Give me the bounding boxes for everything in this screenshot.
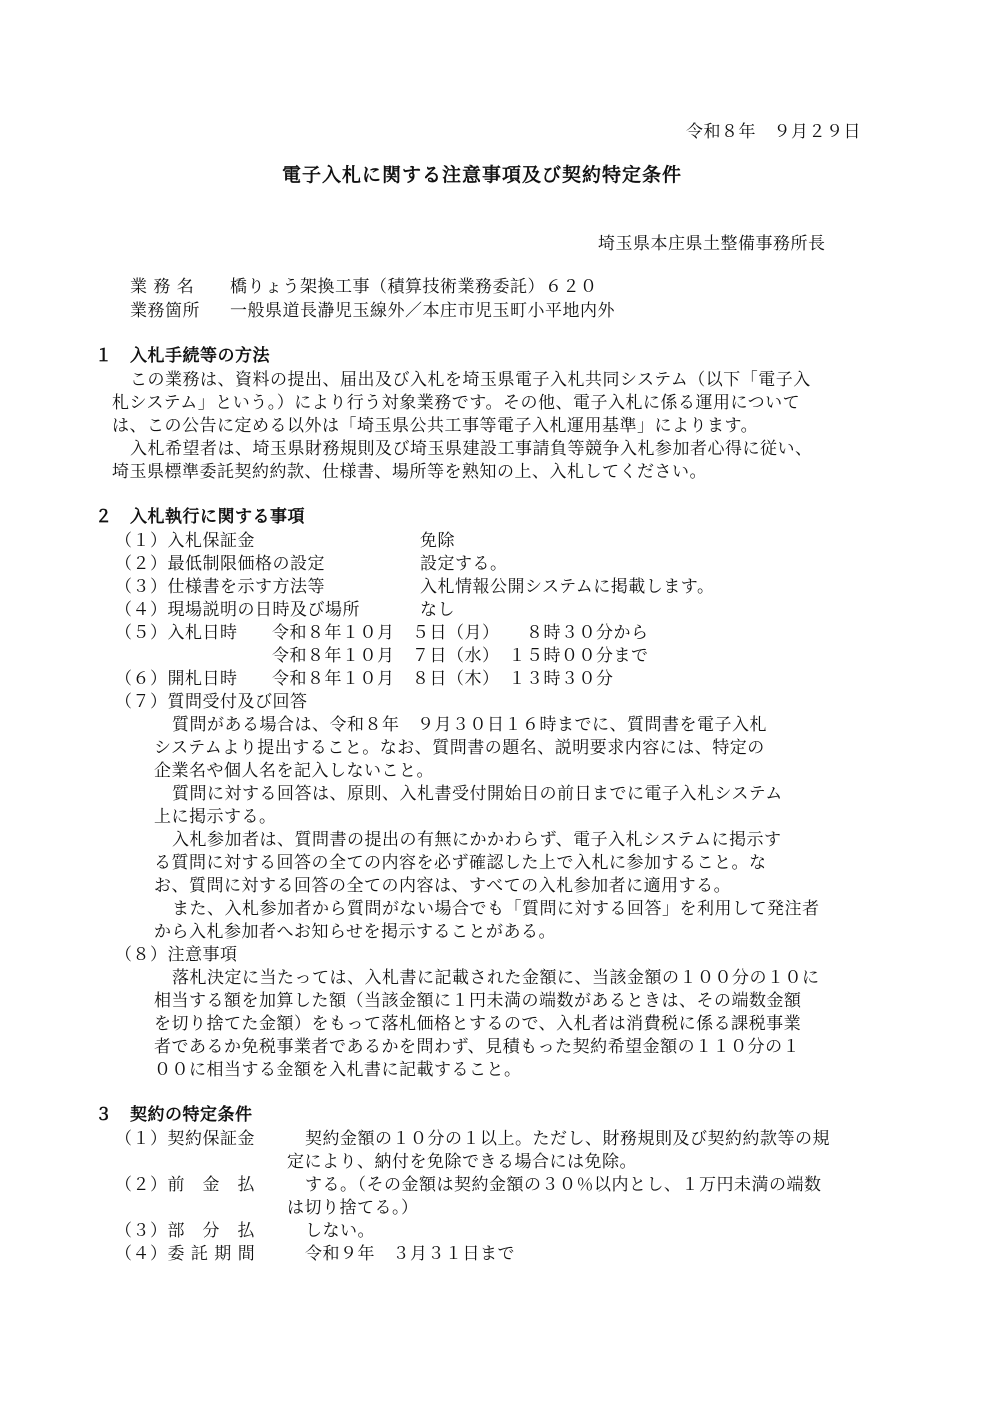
question-line: 上に掲示する。 bbox=[154, 807, 277, 827]
project-name-value: 橋りょう架換工事（積算技術業務委託）６２０ bbox=[230, 277, 598, 297]
condition-label: （３）部 分 払 bbox=[115, 1221, 255, 1241]
section1-line: 埼玉県標準委託契約約款、仕様書、場所等を熟知の上、入札してください。 bbox=[112, 462, 707, 482]
section1-line: 入札希望者は、埼玉県財務規則及び埼玉県建設工事請負等競争入札参加者心得に従い、 bbox=[130, 439, 813, 459]
project-place-value: 一般県道長瀞児玉線外／本庄市児玉町小平地内外 bbox=[230, 301, 615, 321]
notes-line: 落札決定に当たっては、入札書に記載された金額に、当該金額の１００分の１０に bbox=[172, 968, 820, 988]
section3-heading: ３ 契約の特定条件 bbox=[95, 1105, 253, 1125]
question-line: 質問に対する回答は、原則、入札書受付開始日の前日までに電子入札システム bbox=[172, 784, 783, 804]
question-line: 質問がある場合は、令和８年 ９月３０日１６時までに、質問書を電子入札 bbox=[172, 715, 767, 735]
opening-datetime-label: （６）開札日時 bbox=[115, 669, 238, 689]
condition-label: （１）契約保証金 bbox=[115, 1129, 255, 1149]
section1-heading: １ 入札手続等の方法 bbox=[95, 346, 270, 366]
condition-value: 令和９年 ３月３１日まで bbox=[305, 1244, 515, 1264]
item-value: 免除 bbox=[420, 531, 455, 551]
section1-line: 札システム」という。）により行う対象業務です。その他、電子入札に係る運用について bbox=[112, 393, 801, 413]
question-line: 企業名や個人名を記入しないこと。 bbox=[154, 761, 434, 781]
notes-line: を切り捨てた金額）をもって落札価格とするので、入札者は消費税に係る課税事業 bbox=[154, 1014, 802, 1034]
notes-label: （８）注意事項 bbox=[115, 945, 238, 965]
bid-datetime-end: 令和８年１０月 ７日（水） １５時００分まで bbox=[272, 646, 649, 666]
question-line: から入札参加者へお知らせを掲示することがある。 bbox=[154, 922, 556, 942]
section2-heading: ２ 入札執行に関する事項 bbox=[95, 507, 305, 527]
item-value: 設定する。 bbox=[420, 554, 508, 574]
section1-line: この業務は、資料の提出、届出及び入札を埼玉県電子入札共同システム（以下「電子入 bbox=[130, 370, 811, 390]
item-value: なし bbox=[420, 600, 455, 620]
condition-label: （２）前 金 払 bbox=[115, 1175, 255, 1195]
project-name-label: 業 務 名 bbox=[130, 277, 195, 297]
condition-value: 契約金額の１０分の１以上。ただし、財務規則及び契約約款等の規 bbox=[305, 1129, 830, 1149]
section1-line: は、この公告に定める以外は「埼玉県公共工事等電子入札運用基準」によります。 bbox=[112, 416, 759, 436]
item-label: （４）現場説明の日時及び場所 bbox=[115, 600, 360, 620]
question-line: お、質問に対する回答の全ての内容は、すべての入札参加者に適用する。 bbox=[154, 876, 732, 896]
condition-value: する。（その金額は契約金額の３０％以内とし、１万円未満の端数 bbox=[305, 1175, 822, 1195]
item-value: 入札情報公開システムに掲載します。 bbox=[420, 577, 715, 597]
notes-line: 相当する額を加算した額（当該金額に１円未満の端数があるときは、その端数金額 bbox=[154, 991, 802, 1011]
project-place-label: 業務箇所 bbox=[130, 301, 200, 321]
issuer-name: 埼玉県本庄県土整備事務所長 bbox=[598, 234, 826, 254]
item-label: （２）最低制限価格の設定 bbox=[115, 554, 325, 574]
notes-line: 者であるか免税事業者であるかを問わず、見積もった契約希望金額の１１０分の１ bbox=[154, 1037, 801, 1057]
question-line: また、入札参加者から質問がない場合でも「質問に対する回答」を利用して発注者 bbox=[172, 899, 820, 919]
condition-value: しない。 bbox=[305, 1221, 375, 1241]
notes-line: ００に相当する金額を入札書に記載すること。 bbox=[154, 1060, 522, 1080]
item-label: （３）仕様書を示す方法等 bbox=[115, 577, 325, 597]
document-title: 電子入札に関する注意事項及び契約特定条件 bbox=[282, 164, 683, 186]
bid-datetime-start: 令和８年１０月 ５日（月） ８時３０分から bbox=[272, 623, 649, 643]
question-line: 入札参加者は、質問書の提出の有無にかかわらず、電子入札システムに掲示す bbox=[172, 830, 782, 850]
question-line: システムより提出すること。なお、質問書の題名、説明要求内容には、特定の bbox=[154, 738, 765, 758]
opening-datetime-value: 令和８年１０月 ８日（木） １３時３０分 bbox=[272, 669, 614, 689]
condition-label: （４）委 託 期 間 bbox=[115, 1244, 256, 1264]
question-line: る質問に対する回答の全ての内容を必ず確認した上で入札に参加すること。な bbox=[154, 853, 767, 873]
bid-datetime-label: （５）入札日時 bbox=[115, 623, 238, 643]
document-date: 令和８年 ９月２９日 bbox=[686, 122, 861, 142]
question-label: （７）質問受付及び回答 bbox=[115, 692, 308, 712]
item-label: （１）入札保証金 bbox=[115, 531, 255, 551]
condition-value-cont: は切り捨てる。） bbox=[287, 1198, 419, 1218]
condition-value-cont: 定により、納付を免除できる場合には免除。 bbox=[287, 1152, 637, 1172]
